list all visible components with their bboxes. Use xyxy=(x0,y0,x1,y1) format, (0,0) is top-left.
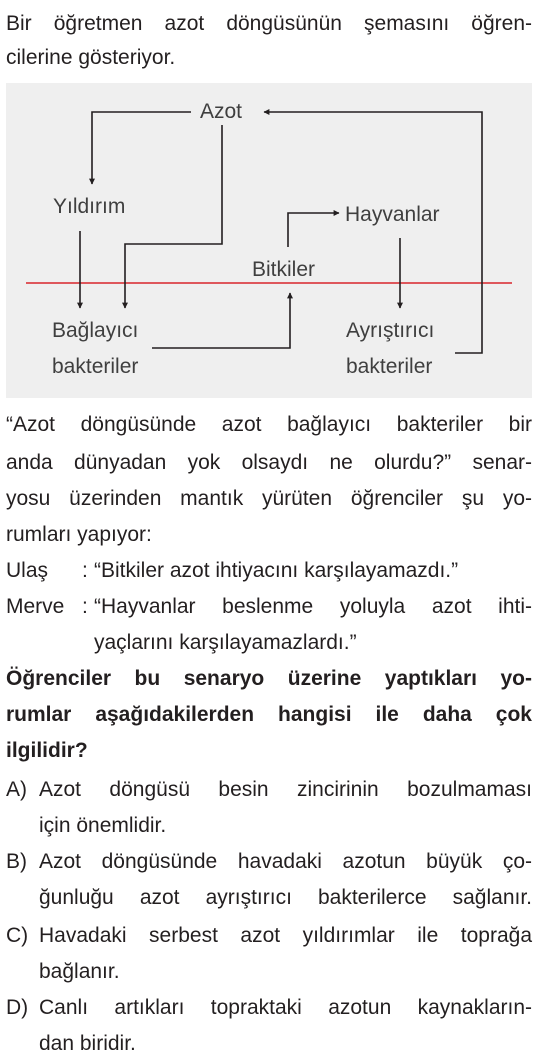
label-hayvanlar: Hayvanlar xyxy=(345,203,440,226)
label-bitkiler: Bitkiler xyxy=(252,258,316,281)
intro-line-2: cilerine gösteriyor. xyxy=(6,46,176,69)
arrow-baglayici-to-bitkiler xyxy=(152,293,290,348)
scenario-line-3: yosu üzerinden mantık yürüten öğrenciler şu yo- xyxy=(6,487,532,510)
option-c-letter: C) xyxy=(6,924,29,947)
label-baglayici-1: Bağlayıcı xyxy=(52,319,139,342)
label-azot: Azot xyxy=(200,100,243,123)
option-b-line-2: ğunluğu azot ayrıştırıcı bakterilerce sağlanır. xyxy=(39,886,532,909)
comment-merve-text-2: yaçlarını karşılayamazlardı.” xyxy=(94,631,357,654)
label-baglayici-2: bakteriler xyxy=(52,355,139,378)
arrow-ayristirici-to-azot xyxy=(264,112,482,353)
comment-ulas-separator: : xyxy=(82,559,88,582)
diagram-arrows xyxy=(6,83,532,398)
nitrogen-cycle-diagram xyxy=(6,83,532,398)
scenario-line-1: “Azot döngüsünde azot bağlayıcı bakteriler bir xyxy=(6,413,532,436)
option-b-letter: B) xyxy=(6,850,27,873)
arrow-bitkiler-to-hayvanlar xyxy=(288,213,339,247)
comment-merve-name: Merve xyxy=(6,595,65,618)
comment-ulas-name: Ulaş xyxy=(6,559,49,582)
option-d-line-2: dan biridir. xyxy=(39,1032,136,1055)
option-d-line-1: Canlı artıkları topraktaki azotun kaynakların- xyxy=(39,996,532,1019)
label-ayristirici-1: Ayrıştırıcı xyxy=(346,319,435,342)
comment-merve-text-1: “Hayvanlar beslenme yoluyla azot ihti- xyxy=(94,595,532,618)
arrow-azot-to-yildirim xyxy=(92,112,191,184)
comment-merve-separator: : xyxy=(82,595,88,618)
scenario-line-4: rumları yapıyor: xyxy=(6,523,152,546)
arrow-azot-to-baglayici xyxy=(125,125,222,308)
option-c-line-1: Havadaki serbest azot yıldırımlar ile toprağa xyxy=(39,924,532,947)
option-b-line-1: Azot döngüsünde havadaki azotun büyük ço- xyxy=(39,850,532,873)
option-d-letter: D) xyxy=(6,996,29,1019)
intro-line-1: Bir öğretmen azot döngüsünün şemasını öğren- xyxy=(6,12,532,35)
label-ayristirici-2: bakteriler xyxy=(346,355,433,378)
question-line-2: rumlar aşağıdakilerden hangisi ile daha çok xyxy=(6,703,532,726)
option-c-line-2: bağlanır. xyxy=(39,960,120,983)
option-a-line-1: Azot döngüsü besin zincirinin bozulmaması xyxy=(39,778,532,801)
scenario-line-2: anda dünyadan yok olsaydı ne olurdu?” senar- xyxy=(6,451,532,474)
option-a-line-2: için önemlidir. xyxy=(39,814,167,837)
option-a-letter: A) xyxy=(6,778,27,801)
question-line-1: Öğrenciler bu senaryo üzerine yaptıkları yo- xyxy=(6,667,532,690)
question-line-3: ilgilidir? xyxy=(6,739,88,762)
comment-ulas-text: “Bitkiler azot ihtiyacını karşılayamazdı.” xyxy=(94,559,459,582)
label-yildirim: Yıldırım xyxy=(53,195,126,218)
